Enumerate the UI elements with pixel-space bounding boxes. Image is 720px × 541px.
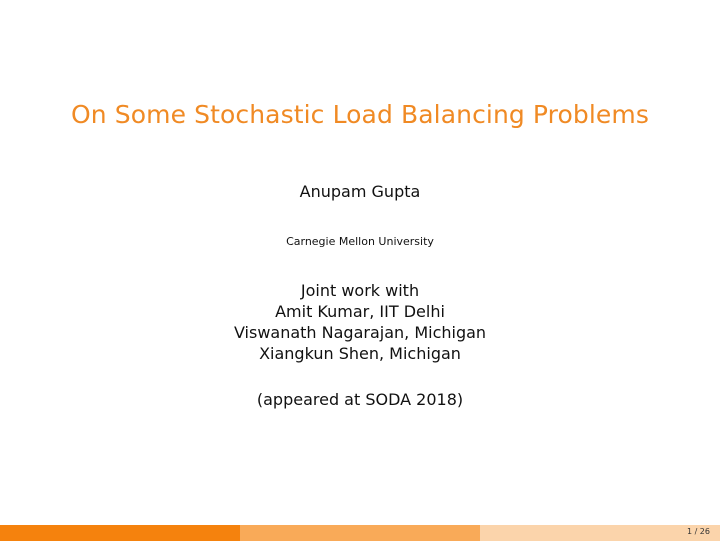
coauthor-line: Xiangkun Shen, Michigan: [259, 344, 461, 363]
author-name: Anupam Gupta: [299, 182, 421, 201]
coauthors-block: [0, 280, 720, 364]
author-institute: Carnegie Mellon University: [286, 235, 434, 248]
coauthor-line: Viswanath Nagarajan, Michigan: [233, 323, 487, 342]
coauthor-line: Amit Kumar, IIT Delhi: [275, 302, 445, 321]
footer-segment-right: [480, 525, 720, 541]
slide-title: On Some Stochastic Load Balancing Problems: [71, 100, 649, 129]
footer-segment-middle: [240, 525, 480, 541]
coauthors-intro: Joint work with: [300, 281, 420, 300]
page-number: 1 / 26: [686, 527, 710, 536]
footer-segment-left: [0, 525, 240, 541]
venue-note: (appeared at SODA 2018): [256, 390, 464, 409]
footer-bar: [0, 525, 720, 541]
